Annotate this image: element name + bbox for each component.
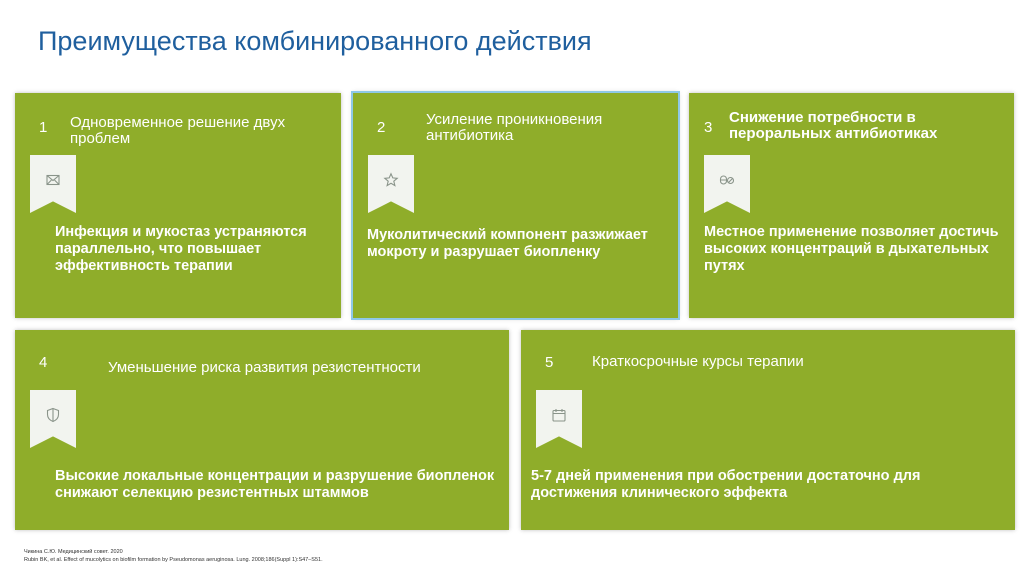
card-heading: Уменьшение риска развития резистентности (108, 359, 421, 376)
card-5[interactable] (521, 330, 1015, 530)
card-heading: Усиление проникновения антибиотика (426, 111, 603, 144)
card-number: 3 (704, 119, 713, 136)
icon-tag (368, 155, 414, 213)
card-body: 5-7 дней применения при обострении достаточно для достижения клинического эффекта (531, 468, 921, 501)
pills-icon (719, 172, 735, 188)
card-body: Местное применение позволяет достичь высоких концентраций в дыхательных путях (704, 224, 999, 274)
card-3[interactable] (689, 93, 1014, 318)
reference-1: Чикина С.Ю. Медицинский совет. 2020 (24, 549, 123, 555)
icon-tag (536, 390, 582, 448)
card-heading: Одновременное решение двух проблем (70, 114, 286, 147)
card-number: 5 (545, 354, 554, 371)
card-4[interactable] (15, 330, 509, 530)
card-1[interactable] (15, 93, 341, 318)
card-heading: Снижение потребности в пероральных антибиотиках (729, 109, 938, 142)
star-icon (383, 172, 399, 188)
icon-tag (704, 155, 750, 213)
card-2[interactable] (353, 93, 678, 318)
card-number: 4 (39, 354, 48, 371)
card-number: 1 (39, 119, 48, 136)
card-body: Высокие локальные концентрации и разрушение биопленок снижают селекцию резистентных штаммов (55, 468, 495, 501)
icon-tag (30, 155, 76, 213)
card-body: Муколитический компонент разжижает мокроту и разрушает биопленку (367, 227, 648, 260)
card-heading: Краткосрочные курсы терапии (592, 353, 804, 370)
slide-title: Преимущества комбинированного действия (38, 26, 592, 56)
icon-tag (30, 390, 76, 448)
card-number: 2 (377, 119, 386, 136)
card-body: Инфекция и мукостаз устраняются параллельно, что повышает эффективность терапии (55, 224, 307, 274)
calendar-icon (551, 407, 567, 423)
reference-2: Rubin BK, et al. Effect of mucolytics on biofilm formation by Pseudomonas aeruginosa. Lung. 2008;186(Suppl 1):S47–S51. (24, 557, 323, 563)
shield-icon (45, 407, 61, 423)
mail-check-icon (45, 172, 61, 188)
